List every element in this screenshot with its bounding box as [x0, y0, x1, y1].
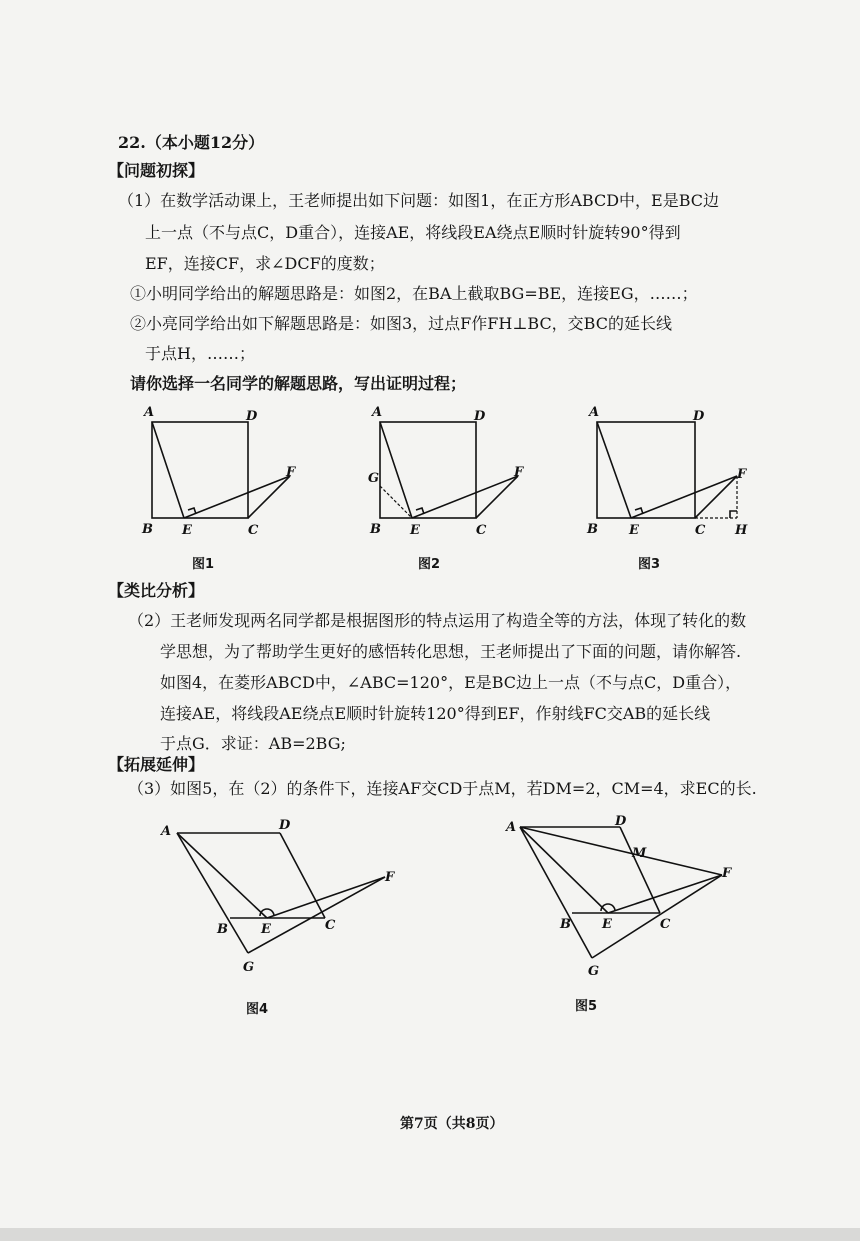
fig3-label-h: H [735, 523, 748, 538]
fig2-label-d: D [474, 409, 486, 424]
fig5-label-b: B [560, 917, 571, 932]
part2-line4: 连接AE，将线段AE绕点E顺时针旋转120°得到EF，作射线FC交AB的延长线 [160, 704, 711, 723]
fig5-label-e: E [602, 917, 612, 932]
fig4-label-d: D [279, 818, 291, 833]
part1-line4: ①小明同学给出的解题思路是：如图2，在BA上截取BG=BE，连接EG，……； [130, 284, 698, 303]
fig2-label-g: G [368, 471, 380, 486]
figure-5 [500, 815, 750, 985]
fig3-label-b: B [587, 522, 598, 537]
fig4-label-e: E [261, 922, 271, 937]
page-footer: 第7页（共8页） [400, 1116, 504, 1132]
fig5-label-c: C [660, 917, 671, 932]
part1-line6: 于点H，……； [145, 344, 255, 363]
part1-line2: 上一点（不与点C，D重合），连接AE，将线段EA绕点E顺时针旋转90°得到 [145, 223, 681, 242]
part1-line3: EF，连接CF，求∠DCF的度数； [145, 254, 385, 273]
part2-line2: 学思想，为了帮助学生更好的感悟转化思想，王老师提出了下面的问题，请你解答. [160, 642, 742, 661]
fig4-label-c: C [325, 918, 336, 933]
question-header: 22.（本小题12分） [118, 133, 265, 152]
section-analogy: 【类比分析】 [108, 581, 205, 600]
part1-line7: 请你选择一名同学的解题思路，写出证明过程； [130, 374, 467, 393]
fig3-label-a: A [589, 405, 600, 420]
fig2-label-b: B [370, 522, 381, 537]
fig3-label-e: E [629, 523, 639, 538]
fig1-label-f: F [286, 465, 296, 480]
section-explore: 【问题初探】 [108, 161, 205, 180]
fig4-label-b: B [217, 922, 228, 937]
figure-2 [368, 400, 538, 540]
part1-line5: ②小亮同学给出如下解题思路是：如图3，过点F作FH⊥BC，交BC的延长线 [130, 314, 672, 333]
part2-line3: 如图4，在菱形ABCD中，∠ABC=120°，E是BC边上一点（不与点C，D重合）， [160, 673, 742, 692]
figure-3 [585, 400, 765, 540]
figure-1 [140, 400, 310, 540]
fig4-label-a: A [161, 824, 172, 839]
fig5-label-d: D [615, 814, 627, 829]
fig2-label-c: C [476, 523, 487, 538]
part2-line1: （2）王老师发现两名同学都是根据图形的特点运用了构造全等的方法，体现了转化的数 [128, 611, 747, 630]
fig1-caption: 图1 [192, 557, 215, 572]
fig3-caption: 图3 [638, 557, 661, 572]
fig5-label-g: G [588, 964, 600, 979]
fig4-label-f: F [385, 870, 395, 885]
fig5-label-a: A [506, 820, 517, 835]
fig1-label-e: E [182, 523, 192, 538]
fig3-label-c: C [695, 523, 706, 538]
fig5-caption: 图5 [575, 999, 598, 1014]
section-extend: 【拓展延伸】 [108, 755, 205, 774]
fig2-label-f: F [514, 465, 524, 480]
part2-line5: 于点G．求证：AB=2BG; [160, 734, 346, 753]
fig1-label-b: B [142, 522, 153, 537]
fig3-label-d: D [693, 409, 705, 424]
scan-bottom-edge [0, 1228, 860, 1241]
fig3-label-f: F [737, 467, 747, 482]
fig2-label-a: A [372, 405, 383, 420]
fig4-label-g: G [243, 960, 255, 975]
part3-line1: （3）如图5，在（2）的条件下，连接AF交CD于点M，若DM=2，CM=4，求EC的长. [128, 779, 757, 798]
part1-line1: （1）在数学活动课上，王老师提出如下问题：如图1，在正方形ABCD中，E是BC边 [118, 191, 720, 210]
fig5-label-f: F [722, 866, 732, 881]
fig1-label-a: A [144, 405, 155, 420]
fig2-caption: 图2 [418, 557, 441, 572]
fig4-caption: 图4 [246, 1002, 269, 1017]
fig1-label-c: C [248, 523, 259, 538]
fig1-label-d: D [246, 409, 258, 424]
fig2-label-e: E [410, 523, 420, 538]
figure-4 [155, 815, 405, 985]
fig5-label-m: M [632, 846, 647, 861]
